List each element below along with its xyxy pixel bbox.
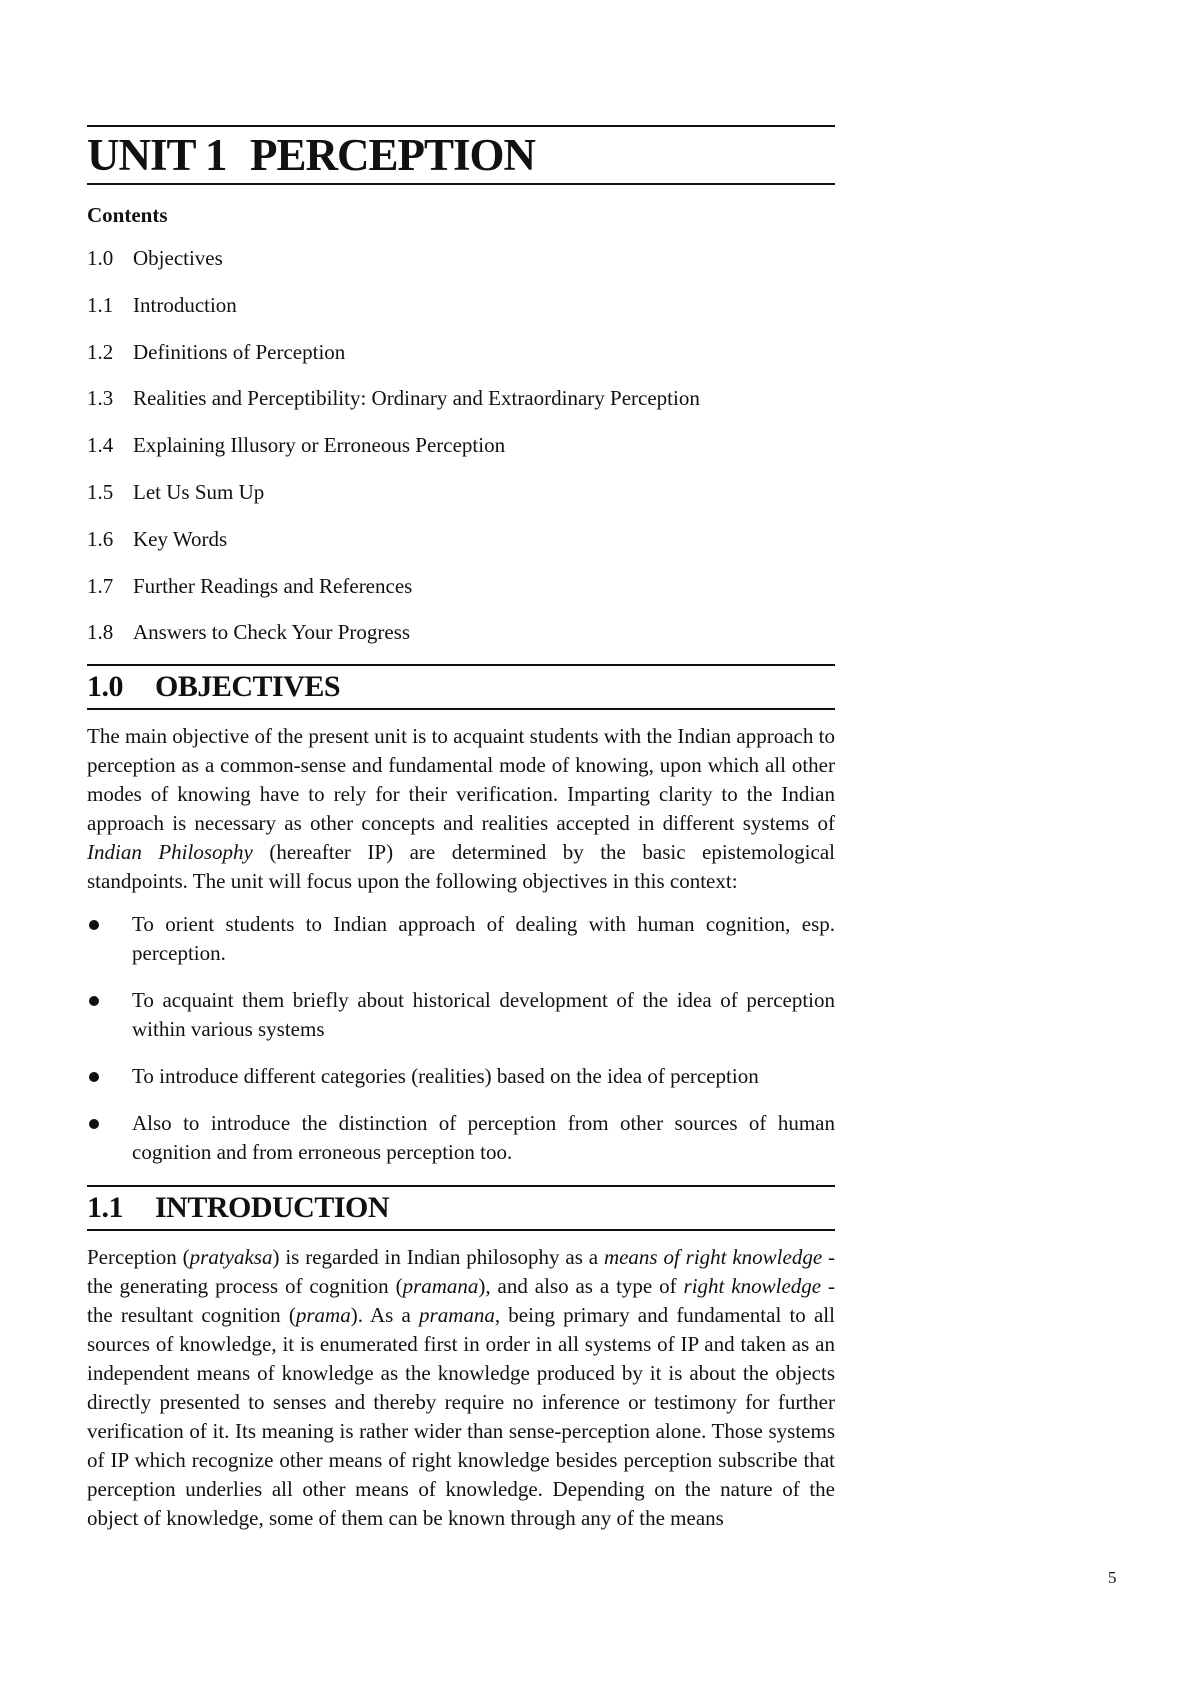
contents-item xyxy=(87,618,835,646)
paragraph-emphasis: pramana xyxy=(402,1274,479,1299)
objectives-paragraph xyxy=(87,722,835,896)
contents-item-number: 1.7 xyxy=(87,573,114,598)
contents-item xyxy=(87,291,835,319)
introduction-section xyxy=(87,1185,835,1533)
unit-number: UNIT 1 xyxy=(87,130,227,180)
contents-item-number: 1.0 xyxy=(87,246,114,270)
paragraph-text: The main objective of the present unit is to acquaint students with the Indian approach to perception as a common-sense and fundamental mode of knowing, upon which all other modes of knowing have to rely for their verification. Imparting clarity to the Indian approach is necessary as other concepts and realities accepted in different systems of xyxy=(87,724,835,836)
contents-item xyxy=(87,525,835,553)
unit-title xyxy=(87,129,835,181)
bullet-text: To orient students to Indian approach of dealing with human cognition, esp. perception. xyxy=(132,912,835,966)
bullet-text: To acquaint them briefly about historical development of the idea of perception within various systems xyxy=(132,988,835,1042)
paragraph-text: , being primary and fundamental to all sources of knowledge, it is enumerated first in order in all systems of IP and taken as an independent means of knowledge as the knowledge produced by it is about the objects directly presented to senses and thereby require no inference or testimony for further verification of it. Its meaning is rather wider than sense-perception alone. Those systems of IP which recognize other means of right knowledge besides perception subscribe that perception underlies all other means of knowledge. Depending on the nature of the object of knowledge, some of them can be known through any of the means xyxy=(87,1303,835,1531)
contents-item xyxy=(87,431,835,459)
top-rule xyxy=(87,125,835,127)
objectives-section xyxy=(87,664,835,1167)
paragraph-emphasis: Indian Philosophy xyxy=(87,840,253,865)
paragraph-emphasis: pratyaksa xyxy=(189,1245,273,1270)
bullet-dot-icon xyxy=(89,920,99,930)
contents-item-number: 1.1 xyxy=(87,292,114,317)
contents-heading: Contents xyxy=(87,203,168,227)
paragraph-text: ). As a xyxy=(350,1303,420,1328)
paragraph-text: Perception ( xyxy=(87,1245,190,1270)
section-heading xyxy=(87,668,835,706)
bullet-text: To introduce different categories (realities) based on the idea of perception xyxy=(132,1064,759,1089)
unit-name: PERCEPTION xyxy=(250,130,536,180)
paragraph-text: (hereafter IP) are determined by the basic epistemological standpoints. The unit will focus upon the following objectives in this context: xyxy=(87,840,835,894)
paragraph-text: ) is regarded in Indian philosophy as a xyxy=(272,1245,604,1270)
document-page xyxy=(87,125,835,1533)
contents-item-label: Further Readings and References xyxy=(133,573,413,598)
contents-item-label: Key Words xyxy=(133,526,228,551)
title-rule xyxy=(87,183,835,185)
contents-item-number: 1.2 xyxy=(87,339,114,364)
bullet-item xyxy=(87,910,835,968)
contents-item xyxy=(87,572,835,600)
contents-item-label: Introduction xyxy=(133,292,237,317)
contents-item-number: 1.6 xyxy=(87,526,114,551)
paragraph-emphasis: prama xyxy=(295,1303,351,1328)
paragraph-text: - the resultant cognition ( xyxy=(87,1274,835,1328)
bullet-item xyxy=(87,986,835,1044)
paragraph-emphasis: means of right knowledge xyxy=(603,1245,823,1270)
contents-item-number: 1.4 xyxy=(87,433,114,458)
contents-item-label: Definitions of Perception xyxy=(133,339,346,364)
bullet-dot-icon xyxy=(89,1119,99,1129)
paragraph-text: ), and also as a type of xyxy=(478,1274,684,1299)
section-number: 1.0 xyxy=(87,670,123,704)
paragraph-text: - the generating process of cognition ( xyxy=(87,1245,836,1299)
contents-item xyxy=(87,338,835,366)
contents-item xyxy=(87,384,835,412)
contents-item-label: Let Us Sum Up xyxy=(133,479,265,504)
section-number: 1.1 xyxy=(87,1191,123,1225)
section-rule xyxy=(87,708,835,710)
section-heading xyxy=(87,1189,835,1227)
section-rule xyxy=(87,1229,835,1231)
contents-item-label: Objectives xyxy=(133,246,223,270)
contents-item-label: Answers to Check Your Progress xyxy=(133,620,411,645)
bullet-dot-icon xyxy=(89,1072,99,1082)
contents-item-number: 1.5 xyxy=(87,479,114,504)
contents-item xyxy=(87,244,835,272)
bullet-item xyxy=(87,1062,835,1091)
paragraph-emphasis: pramana xyxy=(419,1303,495,1328)
bullet-item xyxy=(87,1109,835,1167)
section-title: INTRODUCTION xyxy=(155,1191,390,1225)
page-number: 5 xyxy=(1108,1568,1117,1587)
section-rule xyxy=(87,664,835,666)
contents-item-label: Realities and Perceptibility: Ordinary and Extraordinary Perception xyxy=(133,386,700,411)
objectives-bullet-list xyxy=(87,910,835,1167)
bullet-dot-icon xyxy=(89,996,99,1006)
paragraph-emphasis: right knowledge xyxy=(683,1274,822,1299)
introduction-paragraph xyxy=(87,1243,835,1533)
contents-list xyxy=(87,244,835,646)
contents-item-number: 1.3 xyxy=(87,386,114,411)
contents-item-label: Explaining Illusory or Erroneous Perception xyxy=(133,433,506,458)
contents-item-number: 1.8 xyxy=(87,620,114,645)
section-rule xyxy=(87,1185,835,1187)
bullet-text: Also to introduce the distinction of perception from other sources of human cognition and from erroneous perception too. xyxy=(132,1111,835,1165)
section-title: OBJECTIVES xyxy=(155,670,341,704)
contents-item xyxy=(87,478,835,506)
